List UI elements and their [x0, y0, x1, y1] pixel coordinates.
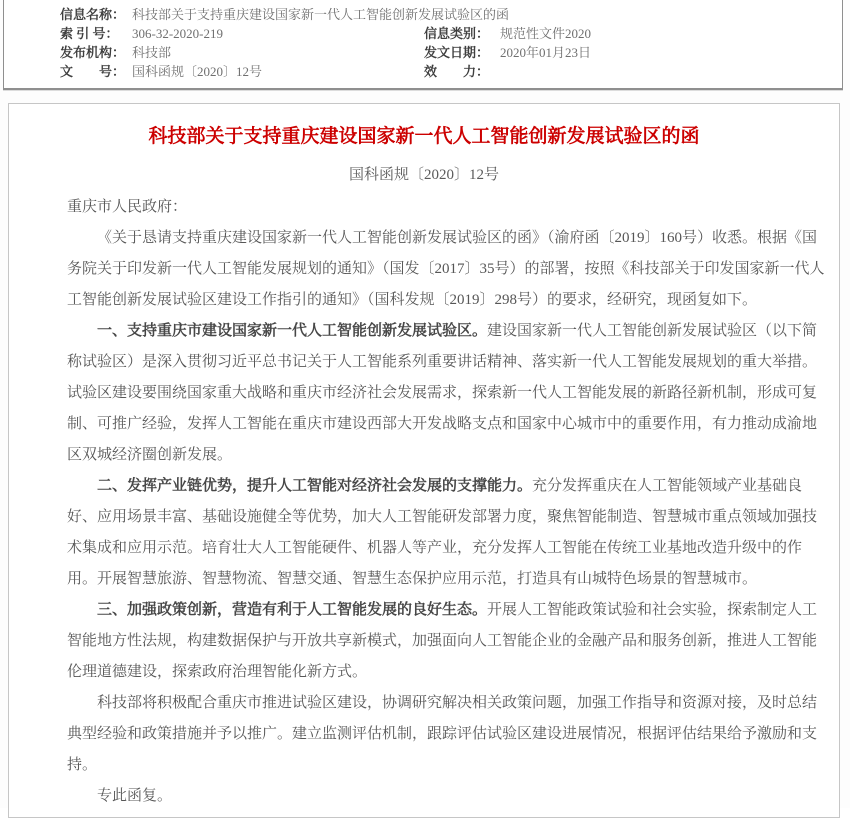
document-body-panel [8, 103, 840, 818]
paragraph-item-2-lead: 二、发挥产业链优势，提升人工智能对经济社会发展的支撑能力。 [97, 478, 533, 494]
info-row-agency [4, 43, 842, 62]
info-row-doc-number [4, 62, 842, 81]
paragraph-item-1-lead: 一、支持重庆市建设国家新一代人工智能创新发展试验区。 [97, 323, 488, 339]
paragraph-item-3-text: 开展人工智能政策试验和社会实验，探索制定人工智能地方性法规，构建数据保护与开放共享新模式，加强面向人工智能企业的金融产品和服务创新，推进人工智能伦理道德建设，探索政府治理智能化新方式。 [67, 602, 818, 680]
salutation: 重庆市人民政府： [67, 199, 188, 215]
document-info-panel [3, 0, 843, 90]
paragraph-item-3-lead: 三、加强政策创新，营造有利于人工智能发展的良好生态。 [97, 602, 488, 618]
info-label-issue-date: 发文日期： [424, 45, 490, 60]
document-number: 国科函规〔2020〕12号 [348, 167, 499, 183]
document-title: 科技部关于支持重庆建设国家新一代人工智能创新发展试验区的函 [148, 126, 700, 147]
paragraph-item-1-text: 建设国家新一代人工智能创新发展试验区（以下简称试验区）是深入贯彻习近平总书记关于人工智能系列重要讲话精神、落实新一代人工智能发展规划的重大举措。试验区建设要围绕国家重大战略和重庆市经济社会发展需求，探索新一代人工智能发展的新路径新机制，形成可复制、可推广经验，发挥人工智能在重庆市建设西部大开发战略支点和国家中心城市中的重要作用，有力推动成渝地区双城经济圈创新发展。 [67, 323, 818, 463]
info-label-index-number: 索 引 号： [60, 26, 119, 41]
paragraph-item-2 [67, 471, 827, 595]
paragraph-intro [67, 223, 827, 316]
paragraph-closing [67, 688, 827, 781]
paragraph-signoff-text: 专此函复。 [97, 788, 173, 804]
info-row-name [4, 5, 842, 24]
paragraph-item-1 [67, 316, 827, 471]
info-value-doc-number: 国科函规〔2020〕12号 [132, 64, 263, 79]
paragraph-closing-text: 科技部将积极配合重庆市推进试验区建设，协调研究解决相关政策问题，加强工作指导和资源对接，及时总结典型经验和政策措施并予以推广。建立监测评估机制，跟踪评估试验区建设进展情况，根据评估结果给予激励和支持。 [67, 695, 818, 773]
info-label-doc-number: 文 号： [60, 64, 126, 79]
info-value-index-number: 306-32-2020-219 [132, 26, 223, 41]
document-content [67, 192, 827, 812]
paragraph-item-3 [67, 595, 827, 688]
info-value-name: 科技部关于支持重庆建设国家新一代人工智能创新发展试验区的函 [132, 7, 510, 22]
info-value-issue-date: 2020年01月23日 [500, 45, 592, 60]
paragraph-signoff [67, 781, 827, 812]
paragraph-item-2-text: 充分发挥重庆在人工智能领域产业基础良好、应用场景丰富、基础设施健全等优势，加大人工智能研发部署力度，聚焦智能制造、智慧城市重点领域加强技术集成和应用示范。培育壮大人工智能硬件、机器人等产业，充分发挥人工智能在传统工业基地改造升级中的作用。开展智慧旅游、智慧物流、智慧交通、智慧生态保护应用示范，打造具有山城特色场景的智慧城市。 [67, 478, 818, 587]
info-row-index [4, 24, 842, 43]
info-label-agency: 发布机构： [60, 45, 126, 60]
info-label-name: 信息名称： [60, 7, 126, 22]
info-value-agency: 科技部 [132, 45, 172, 60]
info-label-validity: 效 力： [424, 64, 490, 79]
info-value-category: 规范性文件2020 [500, 26, 592, 41]
info-label-category: 信息类别： [424, 26, 490, 41]
paragraph-intro-text: 《关于恳请支持重庆建设国家新一代人工智能创新发展试验区的函》（渝府函〔2019〕160号）收悉。根据《国务院关于印发新一代人工智能发展规划的通知》（国发〔2017〕35号）的部署，按照《科技部关于印发国家新一代人工智能创新发展试验区建设工作指引的通知》（国科发规〔2019〕298号）的要求，经研究，现函复如下。 [67, 230, 825, 308]
